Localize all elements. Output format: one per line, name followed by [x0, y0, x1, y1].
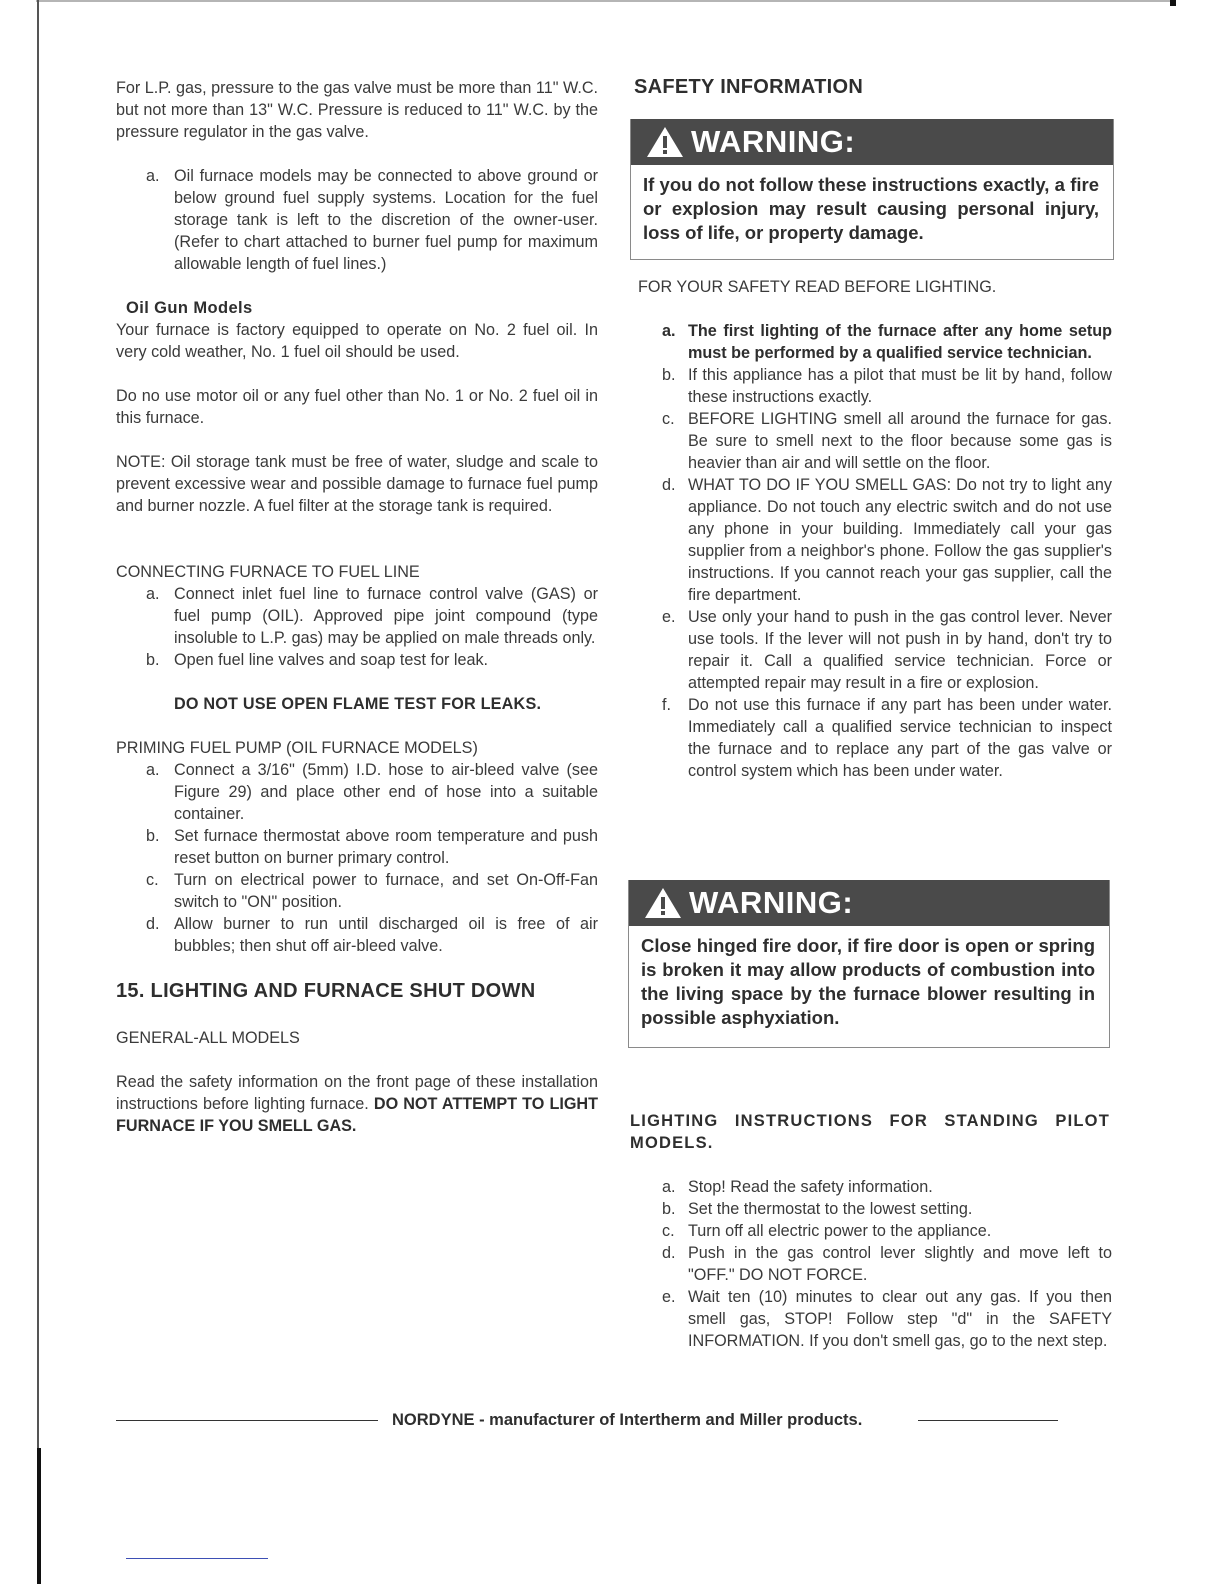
list-item-text: Push in the gas control lever slightly and move left to "OFF." DO NOT FORCE.	[688, 1244, 1112, 1284]
list-item	[632, 320, 1112, 364]
list-item-text: Allow burner to run until discharged oil is free of air bubbles; then shut off air-bleed valve.	[174, 915, 598, 955]
top-edge-rule	[36, 0, 1176, 2]
list-item-text: BEFORE LIGHTING smell all around the furnace for gas. Be sure to smell next to the floor because some gas is heavier than air and will settle on the floor.	[688, 410, 1112, 472]
note-paragraph: NOTE: Oil storage tank must be free of water, sludge and scale to prevent excessive wear and possible damage to furnace fuel pump and burner nozzle. A fuel filter at the storage tank is required.	[116, 453, 598, 515]
connecting-heading: CONNECTING FURNACE TO FUEL LINE	[116, 563, 420, 581]
corner-mark	[1170, 0, 1176, 6]
bottom-underline-mark	[126, 1558, 268, 1559]
list-item-text: Wait ten (10) minutes to clear out any gas. If you then smell gas, STOP! Follow step "d" in the SAFETY INFORMATION. If you don't smell gas, go to the next step.	[688, 1288, 1112, 1350]
list-item	[116, 583, 598, 649]
warning-banner-2	[629, 880, 1109, 926]
list-item-text: Set furnace thermostat above room temperature and push reset button on burner primary control.	[174, 827, 598, 867]
list-marker: a.	[662, 322, 676, 340]
list-marker: b.	[662, 1200, 676, 1218]
list-marker: c.	[662, 410, 675, 428]
list-marker: c.	[146, 871, 159, 889]
list-marker: a.	[146, 167, 160, 185]
list-item-text: Open fuel line valves and soap test for leak.	[174, 651, 489, 669]
general-all-models-heading: GENERAL-ALL MODELS	[116, 1029, 300, 1047]
motor-oil-paragraph: Do no use motor oil or any fuel other than No. 1 or No. 2 fuel oil in this furnace.	[116, 387, 598, 427]
list-marker: e.	[662, 608, 676, 626]
list-marker: b.	[662, 366, 676, 384]
warning-triangle-icon	[643, 886, 683, 920]
list-item-text: The first lighting of the furnace after any home setup must be performed by a qualified service technician.	[688, 322, 1112, 362]
for-your-safety-line: FOR YOUR SAFETY READ BEFORE LIGHTING.	[638, 278, 997, 296]
section-15-heading: 15. LIGHTING AND FURNACE SHUT DOWN	[116, 980, 536, 1002]
footer-manufacturer-text: NORDYNE - manufacturer of Intertherm and Miller products.	[392, 1411, 863, 1429]
priming-heading: PRIMING FUEL PUMP (OIL FURNACE MODELS)	[116, 739, 478, 757]
lighting-instructions-heading: LIGHTING INSTRUCTIONS FOR STANDING PILOT MODELS.	[630, 1112, 1110, 1152]
list-marker: b.	[146, 827, 160, 845]
list-item	[116, 825, 598, 869]
footer-rule-right	[918, 1420, 1058, 1421]
oil-gun-heading: Oil Gun Models	[126, 299, 253, 317]
list-item	[632, 1198, 1112, 1220]
binding-margin-shadow	[37, 1448, 41, 1584]
list-marker: a.	[146, 761, 160, 779]
list-item-text: Connect a 3/16" (5mm) I.D. hose to air-bleed valve (see Figure 29) and place other end of hose into a suitable container.	[174, 761, 598, 823]
connecting-list	[116, 583, 598, 671]
list-item	[632, 606, 1112, 694]
do-not-attempt-text: DO NOT ATTEMPT TO LIGHT FURNACE IF YOU SMELL GAS.	[116, 1095, 598, 1135]
list-item-text: Stop! Read the safety information.	[688, 1178, 933, 1196]
warning-banner-1	[631, 119, 1113, 165]
list-item	[632, 1242, 1112, 1286]
list-item	[632, 694, 1112, 782]
list-item	[116, 649, 598, 671]
read-safety-text: Read the safety information on the front page of these installation instructions before lighting furnace.	[116, 1073, 598, 1113]
warning-text-1: If you do not follow these instructions exactly, a fire or explosion may result causing personal injury, loss of life, or property damage.	[643, 174, 1099, 243]
list-marker: c.	[662, 1222, 675, 1240]
warning-text-2: Close hinged fire door, if fire door is open or spring is broken it may allow products of combustion into the living space by the furnace blower resulting in possible asphyxiation.	[641, 935, 1095, 1028]
list-marker: b.	[146, 651, 160, 669]
list-item	[116, 869, 598, 913]
list-marker: f.	[662, 696, 671, 714]
open-flame-warning: DO NOT USE OPEN FLAME TEST FOR LEAKS.	[174, 695, 542, 713]
list-marker: a.	[662, 1178, 676, 1196]
warning-triangle-icon	[645, 125, 685, 159]
safety-list	[632, 320, 1112, 782]
warning-label-2: WARNING:	[689, 885, 854, 920]
footer-rule-left	[116, 1420, 378, 1421]
list-item-text: WHAT TO DO IF YOU SMELL GAS: Do not try to light any appliance. Do not touch any electric switch and do not use any phone in your building. Immediately call your gas supplier from a neighbor's phone. Follow the gas supplier's instructions. If you cannot reach your gas supplier, call the fire department.	[688, 476, 1112, 604]
list-item-text: Turn on electrical power to furnace, and set On-Off-Fan switch to "ON" position.	[174, 871, 598, 911]
list-item	[632, 1220, 1112, 1242]
oil-supply-list	[116, 165, 598, 275]
lighting-list	[632, 1176, 1112, 1352]
list-item-text: Turn off all electric power to the appliance.	[688, 1222, 992, 1240]
list-marker: d.	[662, 1244, 676, 1262]
list-item-text: Connect inlet fuel line to furnace control valve (GAS) or fuel pump (OIL). Approved pipe joint compound (type insoluble to L.P. gas) may be applied on male threads only.	[174, 585, 598, 647]
list-marker: e.	[662, 1288, 676, 1306]
list-item	[116, 165, 598, 275]
warning-label-1: WARNING:	[691, 124, 856, 159]
list-marker: d.	[146, 915, 160, 933]
list-item	[632, 408, 1112, 474]
list-item-text: Use only your hand to push in the gas control lever. Never use tools. If the lever will not push in by hand, don't try to repair it. Call a qualified service technician. Force or attempted repair may result in a fire or explosion.	[688, 608, 1112, 692]
lp-gas-paragraph: For L.P. gas, pressure to the gas valve must be more than 11" W.C. but not more than 13" W.C. Pressure is reduced to 11" W.C. by the pressure regulator in the gas valve.	[116, 79, 599, 141]
list-item-text: Do not use this furnace if any part has been under water. Immediately call a qualified service technician to inspect the furnace and to replace any part of the gas valve or control system which has been under water.	[688, 696, 1112, 780]
list-item	[116, 759, 598, 825]
list-item	[632, 1176, 1112, 1198]
list-item-text: If this appliance has a pilot that must be lit by hand, follow these instructions exactly.	[688, 366, 1112, 406]
oil-gun-paragraph: Your furnace is factory equipped to operate on No. 2 fuel oil. In very cold weather, No. 1 fuel oil should be used.	[116, 321, 598, 361]
list-item-text: Oil furnace models may be connected to above ground or below ground fuel supply systems. Location for the fuel storage tank is left to the discretion of the owner-user. (Refer to chart attached to burner fuel pump for maximum allowable length of fuel lines.)	[174, 167, 598, 273]
list-marker: d.	[662, 476, 676, 494]
list-item	[632, 364, 1112, 408]
list-item-text: Set the thermostat to the lowest setting.	[688, 1200, 973, 1218]
list-item	[632, 474, 1112, 606]
warning-box-2	[628, 880, 1110, 1048]
list-marker: a.	[146, 585, 160, 603]
safety-information-heading: SAFETY INFORMATION	[634, 76, 864, 98]
read-safety-paragraph	[116, 1071, 598, 1137]
binding-margin-line	[37, 0, 39, 1584]
list-item	[632, 1286, 1112, 1352]
warning-box-1	[630, 119, 1114, 260]
list-item	[116, 913, 598, 957]
priming-list	[116, 759, 598, 957]
